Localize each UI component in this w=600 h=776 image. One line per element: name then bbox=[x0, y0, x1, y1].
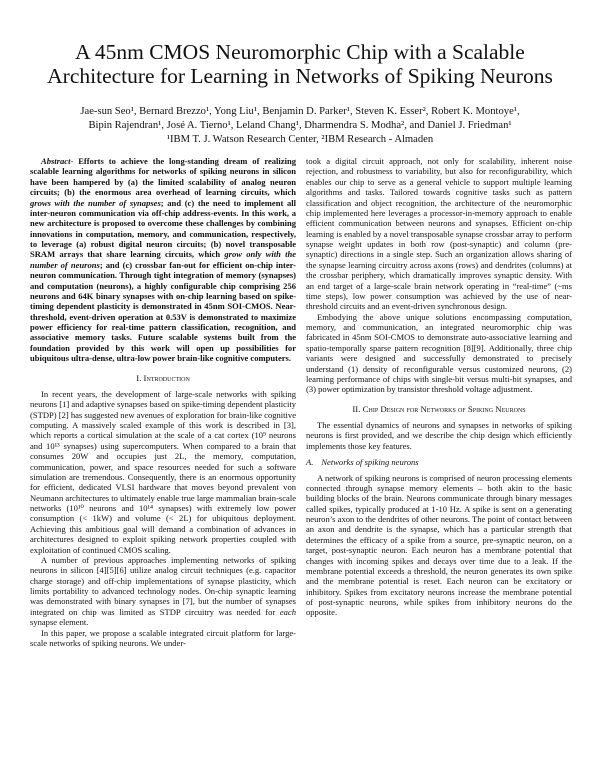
abstract-text-3: ; and (c) crossbar fan-out for efficient on-chip inter-neuron communication. Through tight integration of memory (synapses) and computation (neurons), a highly configurable chip comprising 256 neurons and 64K binary synapses with on-chip learning based on spike-timing dependent plasticity is demonstrated in 45nm SOI-CMOS. Near-threshold, event-driven operation at 0.53V is demonstrated to maximize power efficiency for real-time pattern classification, recognition, and associative memory tasks. Future scalable systems built from the foundation provided by this work will open up possibilities for ubiquitous ultra-dense, ultra-low power brain-like cognitive computers. bbox=[30, 259, 297, 364]
intro-paragraph-3: In this paper, we propose a scalable integrated circuit platform for large-scale networks of spiking neurons. We under- bbox=[30, 627, 296, 648]
title-line-1: A 45nm CMOS Neuromorphic Chip with a Scalable bbox=[75, 40, 525, 64]
authors-line-2: Bipin Rajendran¹, José A. Tierno¹, Leland Chang¹, Dharmendra S. Modha², and Daniel J. Friedman¹ bbox=[88, 120, 512, 131]
affiliations: ¹IBM T. J. Watson Research Center, ²IBM Research - Almaden bbox=[166, 134, 434, 145]
author-block bbox=[0, 105, 600, 147]
intro-paragraph-2 bbox=[30, 555, 296, 628]
right-paragraph-1: took a digital circuit approach, not only for scalability, inherent noise rejection, and robustness to variability, but also for reconfigurability, which enables our chip to serve as a general vehicle to support multiple learning algorithms and tasks. Tailored towards cognitive tasks such as pattern classification and object recognition, the architecture of the neuromorphic chip implemented here leverages a processor-in-memory approach to enable efficient communication between neurons and synapses. Efficient on-chip learning is enabled by a novel transposable synapse crossbar array to perform synapse weight updates in both row (post-synaptic) and column (pre-synaptic) directions in a single step. Such an organization allows sharing of the synapse learning circuitry across axons (rows) and dendrites (columns) at the crossbar periphery, which dramatically improves synaptic density. With an end target of a large-scale brain network operating in “real-time” (~ms time steps), low power consumption was achieved by the use of near-threshold circuits and an event-driven synchronous design. bbox=[306, 156, 572, 312]
right-paragraph-4: A network of spiking neurons is comprised of neuron processing elements connected through synapse memory elements – both akin to the basic building blocks of the brain. Neurons communicate through binary messages called spikes, typically produced at 1-10 Hz. A spike is sent on a generating neuron’s axon to the dendrites of other neurons. The point of contact between an axon and dendrite is the synapse, which has a particular strength that determines the efficacy of a spike from a source, pre-synaptic neuron, on a target, post-synaptic neuron. Each neuron has a membrane potential that changes with incoming spikes and decays over time due to a leak. If the membrane potential exceeds a threshold, the neuron generates its own spike and the membrane potential is reset. Each neuron can be excitatory or inhibitory. Spikes from excitatory neurons increase the membrane potential of post-synaptic neurons, while spikes from inhibitory neurons do the opposite. bbox=[306, 472, 572, 618]
section-heading-chip-design: II. Chip Design for Networks of Spiking Neurons bbox=[352, 403, 526, 414]
subsection-number: A. bbox=[306, 457, 314, 468]
right-column bbox=[306, 156, 572, 618]
intro-p2-emphasis: each bbox=[279, 606, 296, 617]
intro-p2-text-b: synapse element. bbox=[30, 617, 89, 628]
abstract bbox=[30, 156, 296, 364]
title-line-2: Architecture for Learning in Networks of Spiking Neurons bbox=[47, 64, 553, 88]
right-paragraph-3: The essential dynamics of neurons and synapses in networks of spiking neurons is first provided, and we describe the chip design which efficiently implements those key features. bbox=[306, 420, 572, 451]
abstract-emphasis-1: grows with the number of synapses bbox=[30, 197, 161, 208]
paper-title bbox=[0, 40, 600, 88]
abstract-lead: Abstract- bbox=[41, 156, 74, 166]
right-paragraph-2: Embodying the above unique solutions encompassing computation, memory, and communication, an integrated neuromorphic chip was fabricated in 45nm SOI-CMOS to demonstrate auto-associative learning and spatio-temporally sparse pattern recognition [8][9]. Additionally, three chip variants were designed and successfully demonstrated to precisely understand (1) density of reconfigurable versus customized neurons, (2) learning performance of chips with single-bit versus multi-bit synapses, and (3) power optimization by transistor threshold voltage adjustment. bbox=[306, 311, 572, 395]
subsection-heading bbox=[306, 457, 572, 467]
intro-paragraph-1: In recent years, the development of large-scale networks with spiking neurons [1] and adaptive synapses based on spike-timing dependent plasticity (STDP) [2] has suggested new avenues of exploration for brain-like cognitive computing. A massively scaled example of this work is described in [3], which reports a cortical simulation at the scale of a cat cortex (10⁹ neurons and 10¹³ synapses) using supercomputers. When compared to a brain that consumes 20W and occupies just 2L, the memory, computation, communication, power, and space resources needed for such a software simulation are tremendous. Consequently, there is an enormous opportunity for efficient, dedicated VLSI hardware that moves beyond prevalent von Neumann architectures to ultimately enable true large mammalian brain-scale networks (10¹⁰ neurons and 10¹⁴ synapses) with extremely low power consumption (< 1kW) and volume (< 2L) for ubiquitous deployment. Achieving this ambitious goal will demand a combination of advances in architectures designed to exploit spiking network properties coupled with exploitation of continued CMOS scaling. bbox=[30, 388, 296, 555]
left-column bbox=[30, 156, 296, 648]
abstract-text-2: ; and (c) the need to implement all inter-neuron communication via off-chip address-events. In this work, a new architecture is proposed to overcome these challenges by combining innovations in computation, memory, and communication, respectively, to leverage (a) robust digital neuron circuits; (b) novel transposable SRAM arrays that share learning circuits, which bbox=[30, 197, 296, 260]
abstract-emphasis-2: grow only with the number of neurons bbox=[30, 249, 296, 270]
authors-line-1: Jae-sun Seo¹, Bernard Brezzo¹, Yong Liu¹, Benjamin D. Parker¹, Steven K. Esser², Robert K. Montoye¹, bbox=[80, 106, 520, 117]
section-heading-introduction: I. Introduction bbox=[136, 372, 190, 383]
abstract-text-1: Efforts to achieve the long-standing dream of realizing scalable learning algorithms for networks of spiking neurons in silicon have been hampered by (a) the limited scalability of analog neuron circuits; (b) the enormous area overhead of learning circuits, which bbox=[30, 156, 296, 198]
intro-p2-text-a: A number of previous approaches implementing networks of spiking neurons in silicon [4][5][6] utilize analog circuit techniques (e.g. capacitor charge storage) and off-chip implementations of synapse plasticity, which limits portability to advanced technology nodes. On-chip synaptic learning was demonstrated with binary synapses in [7], but the number of synapses integrated on chip was limited as STDP circuitry was needed for bbox=[30, 554, 296, 617]
subsection-title: Networks of spiking neurons bbox=[321, 457, 419, 468]
